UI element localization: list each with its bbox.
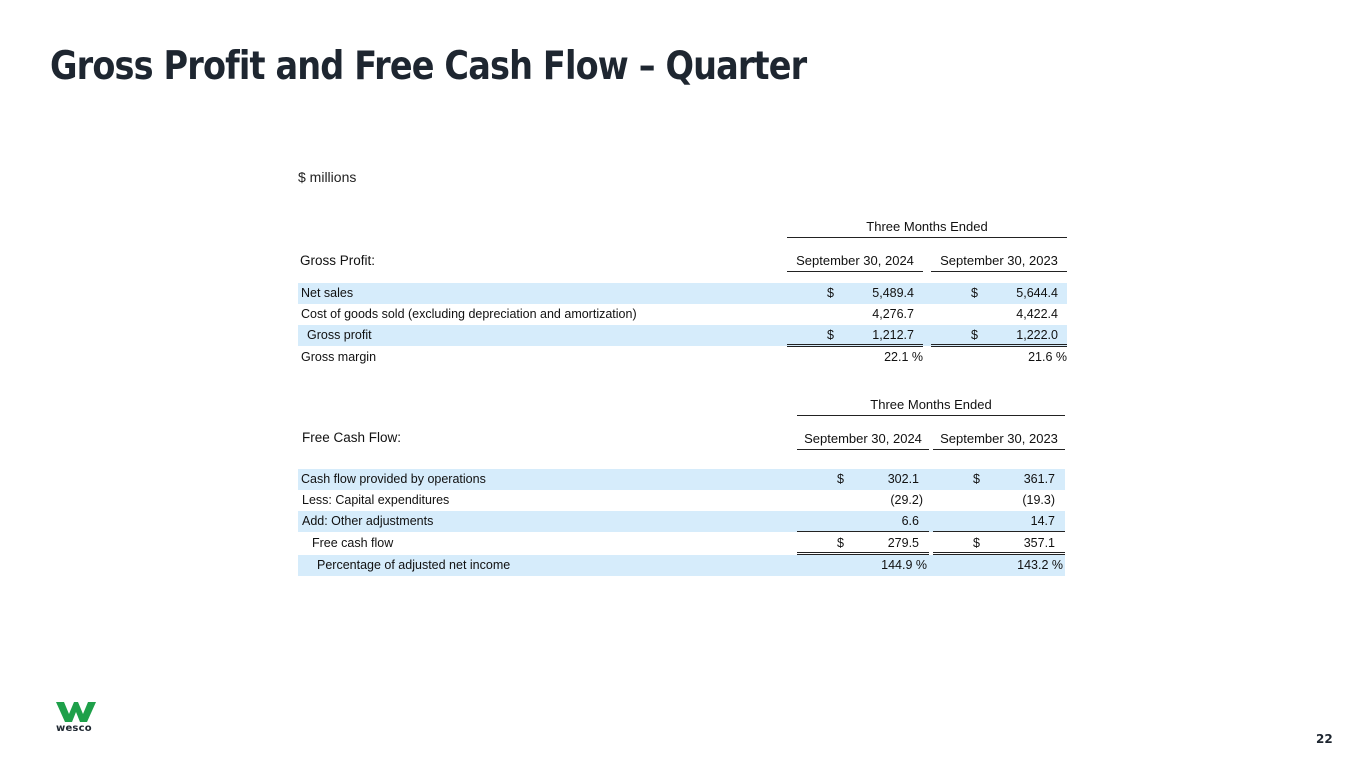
- wesco-logo-icon: [56, 702, 96, 722]
- value-2024: (29.2): [890, 493, 923, 507]
- row-label: Add: Other adjustments: [302, 514, 434, 528]
- currency-symbol: $: [971, 286, 978, 300]
- gp-col-header-2023: September 30, 2023: [931, 253, 1067, 272]
- table-row: [298, 533, 1065, 554]
- currency-symbol: $: [837, 536, 844, 550]
- value-2023: 361.7: [1023, 472, 1055, 486]
- value-2023: 357.1: [1023, 536, 1055, 550]
- row-label: Gross margin: [301, 350, 377, 364]
- value-2023: 5,644.4: [1016, 286, 1058, 300]
- currency-symbol: $: [973, 472, 980, 486]
- value-2024: 279.5: [887, 536, 919, 550]
- value-2024: 5,489.4: [872, 286, 914, 300]
- currency-symbol: $: [827, 328, 834, 342]
- table-row: [298, 304, 1067, 325]
- table-row: [298, 283, 1067, 304]
- value-2024: 22.1 %: [884, 350, 923, 364]
- value-2024: 6.6: [901, 514, 919, 528]
- fcf-section-label: Free Cash Flow:: [302, 430, 402, 445]
- table-row: [298, 469, 1065, 490]
- currency-symbol: $: [837, 472, 844, 486]
- page-number: 22: [1316, 732, 1333, 746]
- value-2024: 144.9 %: [881, 558, 927, 572]
- table-row: [298, 511, 1065, 532]
- value-2024: 302.1: [887, 472, 919, 486]
- row-label: Less: Capital expenditures: [302, 493, 450, 507]
- fcf-group-header: Three Months Ended: [797, 397, 1065, 416]
- value-2024: 1,212.7: [872, 328, 914, 342]
- value-2023: 143.2 %: [1017, 558, 1063, 572]
- row-label: Cost of goods sold (excluding depreciation and amortization): [301, 307, 637, 321]
- value-2023: 21.6 %: [1028, 350, 1067, 364]
- row-label: Free cash flow: [312, 536, 394, 550]
- value-2024: 4,276.7: [872, 307, 914, 321]
- row-label: Net sales: [301, 286, 354, 300]
- row-label: Gross profit: [307, 328, 372, 342]
- fcf-col-header-2024: September 30, 2024: [797, 431, 929, 450]
- currency-symbol: $: [971, 328, 978, 342]
- table-row: [298, 347, 1067, 368]
- gp-col-header-2024: September 30, 2024: [787, 253, 923, 272]
- fcf-col-header-2023: September 30, 2023: [933, 431, 1065, 450]
- value-2023: 1,222.0: [1016, 328, 1058, 342]
- table-row: [298, 325, 1067, 346]
- value-2023: 14.7: [1030, 514, 1055, 528]
- value-2023: 4,422.4: [1016, 307, 1058, 321]
- currency-symbol: $: [827, 286, 834, 300]
- logo-wordmark: wesco: [56, 723, 92, 734]
- page-title: Gross Profit and Free Cash Flow – Quarter: [50, 44, 807, 89]
- table-row: [298, 555, 1065, 576]
- row-label: Cash flow provided by operations: [301, 472, 486, 486]
- units-label: $ millions: [298, 169, 357, 185]
- table-row: [298, 490, 1065, 511]
- currency-symbol: $: [973, 536, 980, 550]
- gp-group-header: Three Months Ended: [787, 219, 1067, 238]
- gp-section-label: Gross Profit:: [300, 253, 376, 268]
- row-label: Percentage of adjusted net income: [317, 558, 511, 572]
- value-2023: (19.3): [1022, 493, 1055, 507]
